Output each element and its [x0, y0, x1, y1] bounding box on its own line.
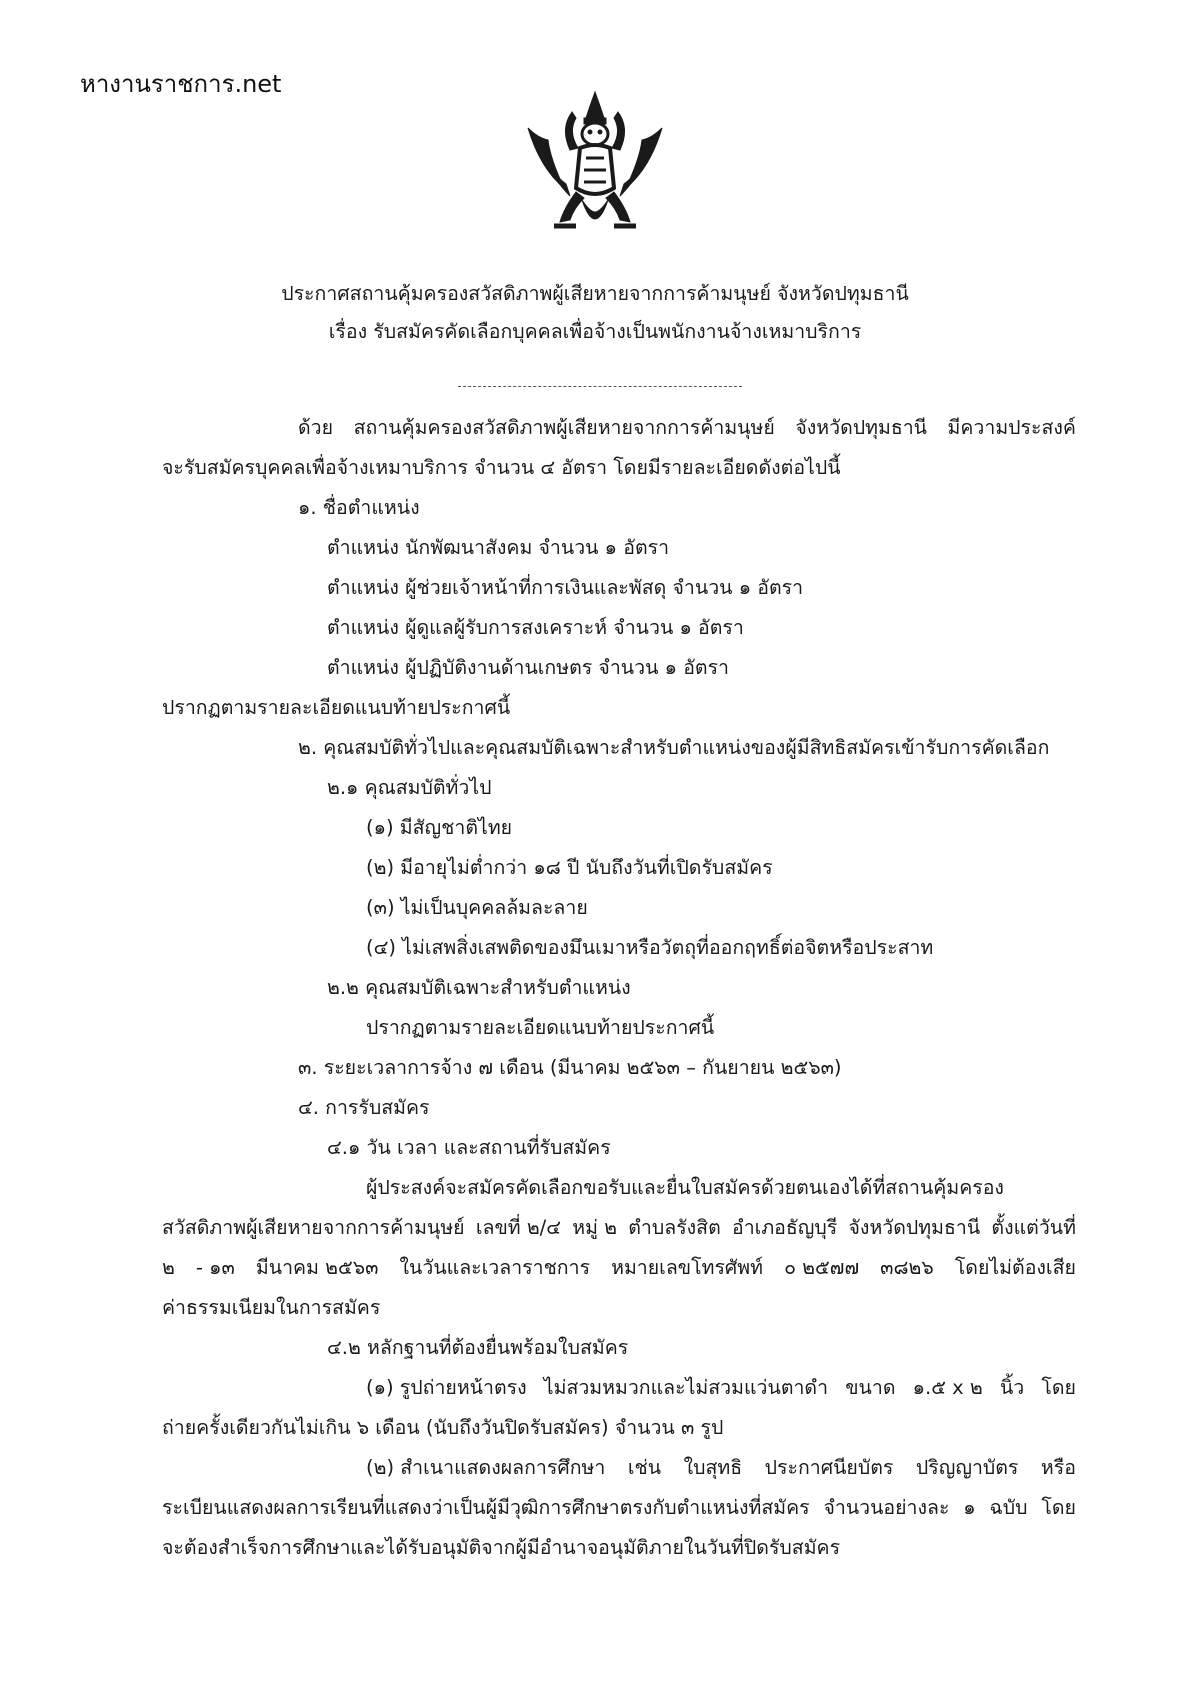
section-4-1-para: ผู้ประสงค์จะสมัครคัดเลือกขอรับและยื่นใบสมัครด้วยตนเองได้ที่สถานคุ้มครอง	[366, 1176, 1004, 1199]
document-item-1	[366, 1372, 1076, 1403]
section-1-title: ๑. ชื่อตำแหน่ง	[298, 496, 420, 519]
text-fragment: (๒) สำเนาแสดงผลการศึกษา	[366, 1456, 606, 1479]
text-fragment: ในวันและเวลาราชการ	[399, 1256, 591, 1279]
text-fragment: โดย	[1041, 1496, 1076, 1519]
general-qualification: (๒) มีอายุไม่ต่ำกว่า ๑๘ ปี นับถึงวันที่เปิดรับสมัคร	[366, 856, 773, 879]
text-fragment: ด้วย	[298, 416, 334, 439]
text-fragment: นิ้ว	[999, 1376, 1025, 1399]
text-fragment: อำเภอธัญบุรี	[732, 1216, 838, 1239]
position-item: ตำแหน่ง นักพัฒนาสังคม จำนวน ๑ อัตรา	[327, 536, 670, 559]
section-4-2-title: ๔.๒ หลักฐานที่ต้องยื่นพร้อมใบสมัคร	[327, 1336, 629, 1359]
document-item-2	[366, 1452, 1076, 1483]
announcement-title: ประกาศสถานคุ้มครองสวัสดิภาพผู้เสียหายจากการค้ามนุษย์ จังหวัดปทุมธานี	[281, 282, 909, 305]
text-fragment: ๑	[963, 1496, 976, 1519]
position-item: ตำแหน่ง ผู้ปฏิบัติงานด้านเกษตร จำนวน ๑ อัตรา	[327, 656, 729, 679]
document-item-2	[162, 1492, 1076, 1523]
text-fragment: ๐ ๒๕๗๗	[784, 1256, 860, 1279]
text-fragment: ประกาศนียบัตร	[764, 1456, 894, 1479]
text-fragment: ใบสุทธิ	[683, 1456, 743, 1479]
general-qualification: (๔) ไม่เสพสิ่งเสพติดของมึนเมาหรือวัตถุที่ออกฤทธิ์ต่อจิตหรือประสาท	[366, 936, 934, 959]
text-fragment: หมายเลขโทรศัพท์	[611, 1256, 764, 1279]
text-fragment: เช่น	[627, 1456, 662, 1479]
document-item-1: ถ่ายครั้งเดียวกันไม่เกิน ๖ เดือน (นับถึงวันปิดรับสมัคร) จำนวน ๓ รูป	[162, 1416, 724, 1439]
text-fragment: มีนาคม ๒๕๖๓	[255, 1256, 379, 1279]
section-4-1-para: ค่าธรรมเนียมในการสมัคร	[162, 1296, 381, 1319]
position-item: ตำแหน่ง ผู้ช่วยเจ้าหน้าที่การเงินและพัสดุ จำนวน ๑ อัตรา	[327, 576, 804, 599]
text-fragment: หรือ	[1040, 1456, 1076, 1479]
section-3: ๓. ระยะเวลาการจ้าง ๗ เดือน (มีนาคม ๒๕๖๓ – กันยายน ๒๕๖๓)	[298, 1056, 842, 1079]
intro-line-2: จะรับสมัครบุคคลเพื่อจ้างเหมาบริการ จำนวน ๔ อัตรา โดยมีรายละเอียดดังต่อไปนี้	[162, 456, 841, 479]
position-item: ตำแหน่ง ผู้ดูแลผู้รับการสงเคราะห์ จำนวน ๑ อัตรา	[327, 616, 744, 639]
section-2-2-note: ปรากฏตามรายละเอียดแนบท้ายประกาศนี้	[366, 1016, 715, 1039]
text-fragment: ตำบลรังสิต	[628, 1216, 721, 1239]
text-fragment: จังหวัดปทุมธานี	[848, 1216, 981, 1239]
text-fragment: เลขที่ ๒/๔	[475, 1216, 562, 1239]
general-qualification: (๓) ไม่เป็นบุคคลล้มละลาย	[366, 896, 588, 919]
section-4-1-para	[162, 1212, 1076, 1243]
text-fragment: ขนาด	[845, 1376, 896, 1399]
text-fragment: สถานคุ้มครองสวัสดิภาพผู้เสียหายจากการค้ามนุษย์	[353, 416, 775, 439]
section-4-1-title: ๔.๑ วัน เวลา และสถานที่รับสมัคร	[327, 1136, 611, 1159]
section-4-title: ๔. การรับสมัคร	[298, 1096, 430, 1119]
text-fragment: - ๑๓	[195, 1256, 235, 1279]
text-fragment: สวัสดิภาพผู้เสียหายจากการค้ามนุษย์	[162, 1216, 465, 1239]
text-fragment: (๑) รูปถ่ายหน้าตรง	[366, 1376, 527, 1399]
text-fragment: จังหวัดปทุมธานี	[795, 416, 927, 439]
garuda-emblem-icon	[520, 88, 670, 248]
text-fragment: โดยไม่ต้องเสีย	[954, 1256, 1076, 1279]
text-fragment: ระเบียนแสดงผลการเรียนที่แสดงว่าเป็นผู้มีวุฒิการศึกษาตรงกับตำแหน่งที่สมัคร	[162, 1496, 810, 1519]
text-fragment: ๑.๕ x ๒	[912, 1376, 983, 1399]
text-fragment: ไม่สวมหมวกและไม่สวมแว่นตาดำ	[543, 1376, 829, 1399]
text-fragment: จำนวนอย่างละ	[823, 1496, 950, 1519]
section-4-1-para	[162, 1252, 1076, 1283]
watermark: หางานราชการ.net	[80, 70, 282, 98]
intro-line-1	[298, 412, 1076, 443]
text-fragment: ๓๘๒๖	[880, 1256, 934, 1279]
title-divider	[458, 386, 742, 387]
text-fragment: ฉบับ	[989, 1496, 1028, 1519]
text-fragment: มีความประสงค์	[947, 416, 1076, 439]
text-fragment: หมู่ ๒	[572, 1216, 618, 1239]
text-fragment: โดย	[1041, 1376, 1076, 1399]
text-fragment: ๒	[162, 1256, 175, 1279]
text-fragment: ตั้งแต่วันที่	[991, 1216, 1076, 1239]
announcement-subject: เรื่อง รับสมัครคัดเลือกบุคคลเพื่อจ้างเป็นพนักงานจ้างเหมาบริการ	[328, 320, 862, 343]
section-1-note: ปรากฏตามรายละเอียดแนบท้ายประกาศนี้	[162, 696, 511, 719]
general-qualification: (๑) มีสัญชาติไทย	[366, 816, 513, 839]
text-fragment: ปริญญาบัตร	[915, 1456, 1019, 1479]
section-2-title: ๒. คุณสมบัติทั่วไปและคุณสมบัติเฉพาะสำหรับตำแหน่งของผู้มีสิทธิสมัครเข้ารับการคัดเลือก	[298, 736, 1050, 759]
section-2-2-title: ๒.๒ คุณสมบัติเฉพาะสำหรับตำแหน่ง	[327, 976, 631, 999]
section-2-1-title: ๒.๑ คุณสมบัติทั่วไป	[327, 776, 492, 799]
document-item-2: จะต้องสำเร็จการศึกษาและได้รับอนุมัติจากผู้มีอำนาจอนุมัติภายในวันที่ปิดรับสมัคร	[162, 1536, 841, 1559]
